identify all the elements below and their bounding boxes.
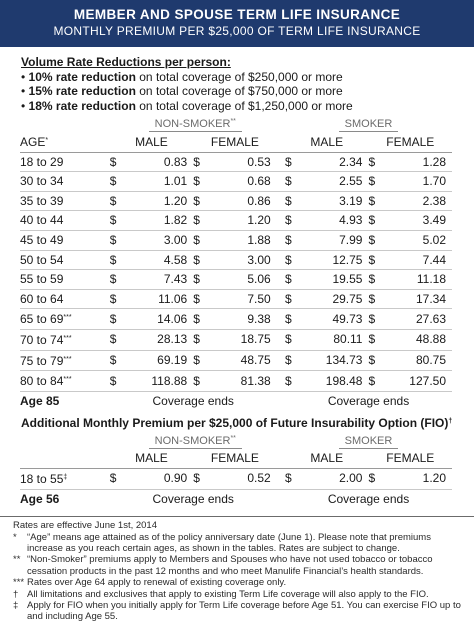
age-cell: 75 to 79***	[20, 350, 110, 371]
currency-symbol: $	[368, 329, 381, 350]
non-smoker-male-rate: 1.01	[122, 172, 193, 192]
currency-symbol: $	[285, 289, 298, 309]
fio-title: Additional Monthly Premium per $25,000 of Future Insurability Option (FIO)†	[21, 416, 453, 431]
reduction-item: • 18% rate reduction on total coverage of $1,250,000 or more	[21, 98, 353, 113]
smoker-female-rate: 7.44	[381, 250, 452, 270]
rate-row	[20, 211, 452, 231]
smoker-male-rate: 19.55	[298, 270, 369, 290]
page-subtitle: MONTHLY PREMIUM PER $25,000 OF TERM LIFE INSURANCE	[53, 24, 421, 38]
non-smoker-male-rate: 11.06	[122, 289, 193, 309]
currency-symbol: $	[368, 152, 381, 172]
smoker-female-rate: 1.20	[381, 468, 452, 489]
footnote-mark: **	[13, 554, 21, 566]
smoker-male-rate: 2.55	[298, 172, 369, 192]
currency-symbol: $	[368, 211, 381, 231]
reduction-item: • 10% rate reduction on total coverage of $250,000 or more	[21, 69, 343, 84]
currency-symbol: $	[193, 172, 206, 192]
group-header-row	[20, 115, 452, 132]
age-cell: 40 to 44	[20, 211, 110, 231]
age-56-row	[20, 489, 452, 508]
page-title: MEMBER AND SPOUSE TERM LIFE INSURANCE	[73, 7, 401, 22]
rate-row	[20, 329, 452, 350]
non-smoker-male-rate: 7.43	[122, 270, 193, 290]
footnote-mark: *	[13, 531, 17, 543]
non-smoker-female-rate: 0.52	[206, 468, 277, 489]
smoker-group-label: SMOKER	[339, 118, 399, 132]
coverage-ends-non-smoker: Coverage ends	[152, 393, 234, 408]
non-smoker-female-rate: 9.38	[206, 309, 277, 330]
currency-symbol: $	[285, 309, 298, 330]
currency-symbol: $	[193, 289, 206, 309]
currency-symbol: $	[193, 152, 206, 172]
smoker-male-header: MALE	[285, 132, 368, 152]
currency-symbol: $	[368, 468, 381, 489]
rate-row	[20, 191, 452, 211]
smoker-male-rate: 80.11	[298, 329, 369, 350]
smoker-male-header: MALE	[285, 449, 368, 468]
smoker-male-rate: 2.34	[298, 152, 369, 172]
smoker-male-rate: 4.93	[298, 211, 369, 231]
group-header-row	[20, 432, 452, 449]
currency-symbol: $	[110, 350, 123, 371]
age-cell: 45 to 49	[20, 230, 110, 250]
currency-symbol: $	[285, 371, 298, 392]
currency-symbol: $	[110, 250, 123, 270]
age-cell: 18 to 29	[20, 152, 110, 172]
currency-symbol: $	[368, 350, 381, 371]
age-cell: 65 to 69***	[20, 309, 110, 330]
footnote-mark: ***	[13, 577, 25, 589]
non-smoker-female-rate: 1.20	[206, 211, 277, 231]
non-smoker-female-rate: 7.50	[206, 289, 277, 309]
footnote-mark: ‡	[13, 599, 19, 611]
currency-symbol: $	[110, 152, 123, 172]
currency-symbol: $	[193, 230, 206, 250]
smoker-female-header: FEMALE	[368, 132, 452, 152]
fio-rate-row	[20, 468, 452, 489]
currency-symbol: $	[368, 230, 381, 250]
term-life-rate-table	[20, 115, 452, 410]
reduction-item: • 15% rate reduction on total coverage of $750,000 or more	[21, 84, 343, 98]
non-smoker-male-rate: 1.20	[122, 191, 193, 211]
smoker-male-rate: 2.00	[298, 468, 369, 489]
non-smoker-female-rate: 18.75	[206, 329, 277, 350]
rate-row	[20, 289, 452, 309]
column-header-row	[20, 132, 452, 152]
age-cell: 50 to 54	[20, 250, 110, 270]
non-smoker-female-rate: 0.68	[206, 172, 277, 192]
footnote	[13, 600, 466, 623]
footnote-text: “Non-Smoker” premiums apply to Members and Spouses who have not used tobacco or tobacco cessation products in the past 12 months and who meet Manulife Financial’s health standards.	[27, 554, 433, 577]
coverage-ends-smoker: Coverage ends	[327, 393, 410, 408]
currency-symbol: $	[110, 371, 123, 392]
age-cell: 30 to 34	[20, 172, 110, 192]
currency-symbol: $	[368, 289, 381, 309]
age-85-row	[20, 391, 452, 410]
non-smoker-male-rate: 14.06	[122, 309, 193, 330]
non-smoker-female-rate: 81.38	[206, 371, 277, 392]
non-smoker-male-rate: 118.88	[122, 371, 193, 392]
currency-symbol: $	[110, 191, 123, 211]
currency-symbol: $	[193, 211, 206, 231]
currency-symbol: $	[368, 191, 381, 211]
smoker-male-rate: 49.73	[298, 309, 369, 330]
smoker-female-rate: 2.38	[381, 191, 452, 211]
age-cell: 18 to 55‡	[20, 468, 110, 489]
currency-symbol: $	[368, 250, 381, 270]
smoker-female-rate: 17.34	[381, 289, 452, 309]
coverage-ends-smoker: Coverage ends	[327, 491, 410, 506]
currency-symbol: $	[285, 230, 298, 250]
non-smoker-male-rate: 28.13	[122, 329, 193, 350]
currency-symbol: $	[193, 350, 206, 371]
currency-symbol: $	[285, 250, 298, 270]
smoker-male-rate: 29.75	[298, 289, 369, 309]
smoker-female-header: FEMALE	[368, 449, 452, 468]
currency-symbol: $	[110, 468, 123, 489]
volume-reductions	[0, 47, 474, 113]
smoker-female-rate: 1.70	[381, 172, 452, 192]
effective-date-note: Rates are effective June 1st, 2014	[13, 520, 157, 532]
non-smoker-male-rate: 3.00	[122, 230, 193, 250]
column-header-row	[20, 449, 452, 468]
footnote-text: “Age” means age attained as of the policy anniversary date (June 1). Please note that premiums increase as you reach certain ages, as shown in the tables. Rates are subject to change.	[27, 531, 431, 554]
smoker-female-rate: 11.18	[381, 270, 452, 290]
smoker-group-label: SMOKER	[339, 435, 399, 449]
smoker-female-rate: 48.88	[381, 329, 452, 350]
smoker-female-rate: 5.02	[381, 230, 452, 250]
smoker-female-rate: 127.50	[381, 371, 452, 392]
non-smoker-male-header: MALE	[110, 449, 193, 468]
smoker-female-rate: 1.28	[381, 152, 452, 172]
currency-symbol: $	[110, 270, 123, 290]
smoker-female-rate: 80.75	[381, 350, 452, 371]
non-smoker-group-label: NON-SMOKER**	[149, 115, 242, 132]
currency-symbol: $	[110, 329, 123, 350]
non-smoker-male-rate: 1.82	[122, 211, 193, 231]
footnote-text: Apply for FIO when you initially apply for Term Life coverage before Age 51. You can exercise FIO up to and including Age 55.	[27, 599, 461, 623]
title-banner	[0, 0, 474, 47]
non-smoker-male-rate: 0.90	[122, 468, 193, 489]
currency-symbol: $	[285, 329, 298, 350]
footnote-text: Rates over Age 64 apply to renewal of existing coverage only.	[27, 577, 287, 589]
age-cell: 55 to 59	[20, 270, 110, 290]
coverage-ends-non-smoker: Coverage ends	[152, 491, 234, 506]
footnote-list	[13, 532, 466, 623]
footnote	[13, 589, 466, 600]
rate-row	[20, 230, 452, 250]
age-header: AGE*	[20, 132, 110, 152]
non-smoker-male-rate: 4.58	[122, 250, 193, 270]
currency-symbol: $	[193, 309, 206, 330]
non-smoker-male-rate: 69.19	[122, 350, 193, 371]
footnote-mark: †	[13, 588, 19, 600]
non-smoker-female-rate: 3.00	[206, 250, 277, 270]
age-cell: Age 56	[20, 491, 60, 506]
footnote	[13, 554, 466, 577]
smoker-male-rate: 3.19	[298, 191, 369, 211]
smoker-male-rate: 134.73	[298, 350, 369, 371]
age-cell: Age 85	[20, 393, 60, 408]
footnotes	[0, 516, 474, 623]
currency-symbol: $	[285, 468, 298, 489]
rate-rows	[20, 152, 452, 391]
non-smoker-male-header: MALE	[110, 132, 193, 152]
non-smoker-female-header: FEMALE	[193, 449, 276, 468]
age-cell: 35 to 39	[20, 191, 110, 211]
currency-symbol: $	[285, 172, 298, 192]
currency-symbol: $	[285, 191, 298, 211]
currency-symbol: $	[368, 270, 381, 290]
currency-symbol: $	[285, 350, 298, 371]
footnote	[13, 532, 466, 555]
currency-symbol: $	[285, 270, 298, 290]
footnote-text: All limitations and exclusives that apply to existing Term Life coverage will also apply to the FIO.	[27, 588, 429, 600]
non-smoker-female-rate: 0.53	[206, 152, 277, 172]
non-smoker-female-rate: 0.86	[206, 191, 277, 211]
rate-row	[20, 152, 452, 172]
currency-symbol: $	[368, 371, 381, 392]
currency-symbol: $	[110, 230, 123, 250]
currency-symbol: $	[285, 211, 298, 231]
currency-symbol: $	[193, 270, 206, 290]
non-smoker-female-header: FEMALE	[193, 132, 276, 152]
rate-row	[20, 250, 452, 270]
rate-row	[20, 309, 452, 330]
smoker-male-rate: 198.48	[298, 371, 369, 392]
currency-symbol: $	[193, 191, 206, 211]
age-cell: 80 to 84***	[20, 371, 110, 392]
non-smoker-female-rate: 5.06	[206, 270, 277, 290]
non-smoker-female-rate: 1.88	[206, 230, 277, 250]
fio-rate-table	[20, 432, 452, 508]
age-cell: 60 to 64	[20, 289, 110, 309]
smoker-male-rate: 7.99	[298, 230, 369, 250]
rate-row	[20, 350, 452, 371]
currency-symbol: $	[285, 152, 298, 172]
smoker-male-rate: 12.75	[298, 250, 369, 270]
currency-symbol: $	[110, 211, 123, 231]
non-smoker-female-rate: 48.75	[206, 350, 277, 371]
rate-row	[20, 172, 452, 192]
non-smoker-group-label: NON-SMOKER**	[149, 432, 242, 449]
currency-symbol: $	[368, 309, 381, 330]
currency-symbol: $	[110, 289, 123, 309]
non-smoker-male-rate: 0.83	[122, 152, 193, 172]
age-cell: 70 to 74***	[20, 329, 110, 350]
currency-symbol: $	[193, 250, 206, 270]
smoker-female-rate: 3.49	[381, 211, 452, 231]
currency-symbol: $	[110, 172, 123, 192]
currency-symbol: $	[110, 309, 123, 330]
currency-symbol: $	[193, 329, 206, 350]
reductions-heading: Volume Rate Reductions per person:	[21, 55, 231, 69]
smoker-female-rate: 27.63	[381, 309, 452, 330]
rate-row	[20, 270, 452, 290]
currency-symbol: $	[368, 172, 381, 192]
currency-symbol: $	[193, 468, 206, 489]
currency-symbol: $	[193, 371, 206, 392]
rate-row	[20, 371, 452, 392]
